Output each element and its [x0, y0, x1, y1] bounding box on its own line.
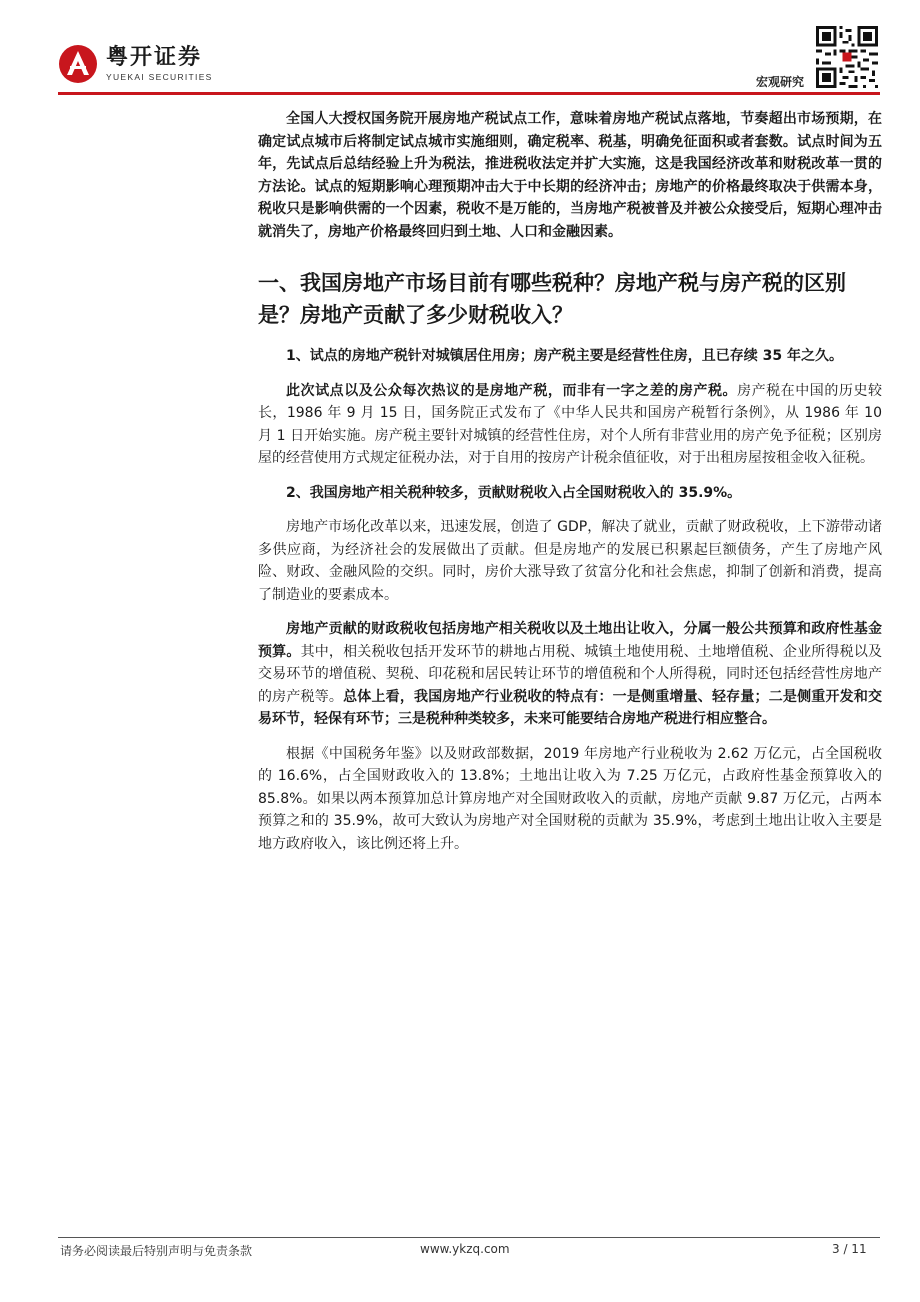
- section-title: 一、我国房地产市场目前有哪些税种？房地产税与房产税的区别是？房地产贡献了多少财税收入？: [258, 271, 846, 327]
- yuekai-logo-icon: [58, 44, 98, 84]
- paragraph-statistics: 根据《中国税务年鉴》以及财政部数据，2019 年房地产行业税收为 2.62 万亿元，占全国税收的 16.6%，占全国财政收入的 13.8%；土地出让收入为 7.25 万亿元，占政府性基金预算收入的 85.8%。如果以两本预算加总计算房地产对全国财政收入的贡献，房地产贡献 9.87 万亿元，占两本预算之和的 35.9%，故可大致认为房地产对全国财税的贡献为 35.9%，考虑到土地出让收入主要是地方政府收入，该比例还将上升。: [258, 745, 882, 852]
- paragraph-market-reform: 房地产市场化改革以来，迅速发展，创造了 GDP，解决了就业，贡献了财政税收，上下游带动诸多供应商，为经济社会的发展做出了贡献。但是房地产的发展已积累起巨额债务，产生了房地产风险、财政、金融风险的交织。同时，房价大涨导致了贫富分化和社会焦虑，抑制了创新和消费，提高了制造业的要素成本。: [258, 519, 882, 603]
- page-number: 3 / 11: [832, 1242, 867, 1256]
- paragraph-summary-bold: 总体上看，我国房地产行业税收的特点有：一是侧重增量、轻存量；二是侧重开发和交易环节，轻保有环节；三是税种种类较多，未来可能要结合房地产税进行相应整合。: [258, 688, 883, 727]
- subheading-1: 1、试点的房地产税针对城镇居住用房；房产税主要是经营性住房，且已存续 35 年之久。: [286, 348, 843, 364]
- page-header: [0, 0, 920, 100]
- subheading-2: 2、我国房地产相关税种较多，贡献财税收入占全国财税收入的 35.9%。: [286, 484, 742, 501]
- footer-website: www.ykzq.com: [420, 1242, 510, 1256]
- paragraph-tax-contribution: [258, 618, 882, 731]
- footer-divider: [58, 1237, 880, 1238]
- intro-paragraph: 全国人大授权国务院开展房地产税试点工作，意味着房地产税试点落地，节奏超出市场预期，在确定试点城市后将制定试点城市实施细则，确定税率、税基，明确免征面积或者套数。试点时间为五年，先试点后总结经验上升为税法，推进税收法定并扩大实施，这是我国经济改革和财税改革一贯的方法论。试点的短期影响心理预期冲击大于中长期的经济冲击；房地产的价格最终取决于供需本身，税收只是影响供需的一个因素，税收不是万能的，当房地产税被普及并被公众接受后，短期心理冲击就消失了，房地产价格最终回归到土地、人口和金融因素。: [258, 111, 882, 240]
- paragraph-body-text: 房产税在中国的历史较长，1986 年 9 月 15 日，国务院正式发布了《中华人民共和国房产税暂行条例》，从 1986 年 10 月 1 日开始实施。房产税主要针对城镇的经营性住房，对个人所有非营业用的房产免予征税；区别房屋的经营使用方式规定征税办法，对于自用的按房产计税余值征收，对于出租房屋按租金收入征税。: [258, 382, 883, 466]
- header-divider: [58, 92, 880, 95]
- qr-code-icon: [816, 26, 878, 88]
- paragraph-lead-bold: 房地产贡献的财政税收包括房地产相关税收以及土地出让收入，分属一般公共预算和政府性基金预算。: [258, 621, 882, 660]
- brand-logo: [58, 44, 213, 84]
- paragraph-body-text: 其中，相关税收包括开发环节的耕地占用税、城镇土地使用税、土地增值税、企业所得税以及交易环节的增值税、契税、印花税和居民转让环节的增值税和个人所得税，同时还包括经营性房地产的房产税等。: [258, 643, 883, 705]
- report-type-label: 宏观研究: [756, 75, 805, 89]
- footer-disclaimer: 请务必阅读最后特别声明与免责条款: [60, 1244, 253, 1258]
- paragraph-lead-bold: 此次试点以及公众每次热议的是房地产税，而非有一字之差的房产税。: [286, 382, 738, 399]
- document-body: [258, 108, 882, 867]
- paragraph-property-tax: [258, 380, 882, 470]
- brand-name-cn: 粤开证券: [106, 44, 203, 70]
- brand-name-en: YUEKAI SECURITIES: [106, 71, 213, 82]
